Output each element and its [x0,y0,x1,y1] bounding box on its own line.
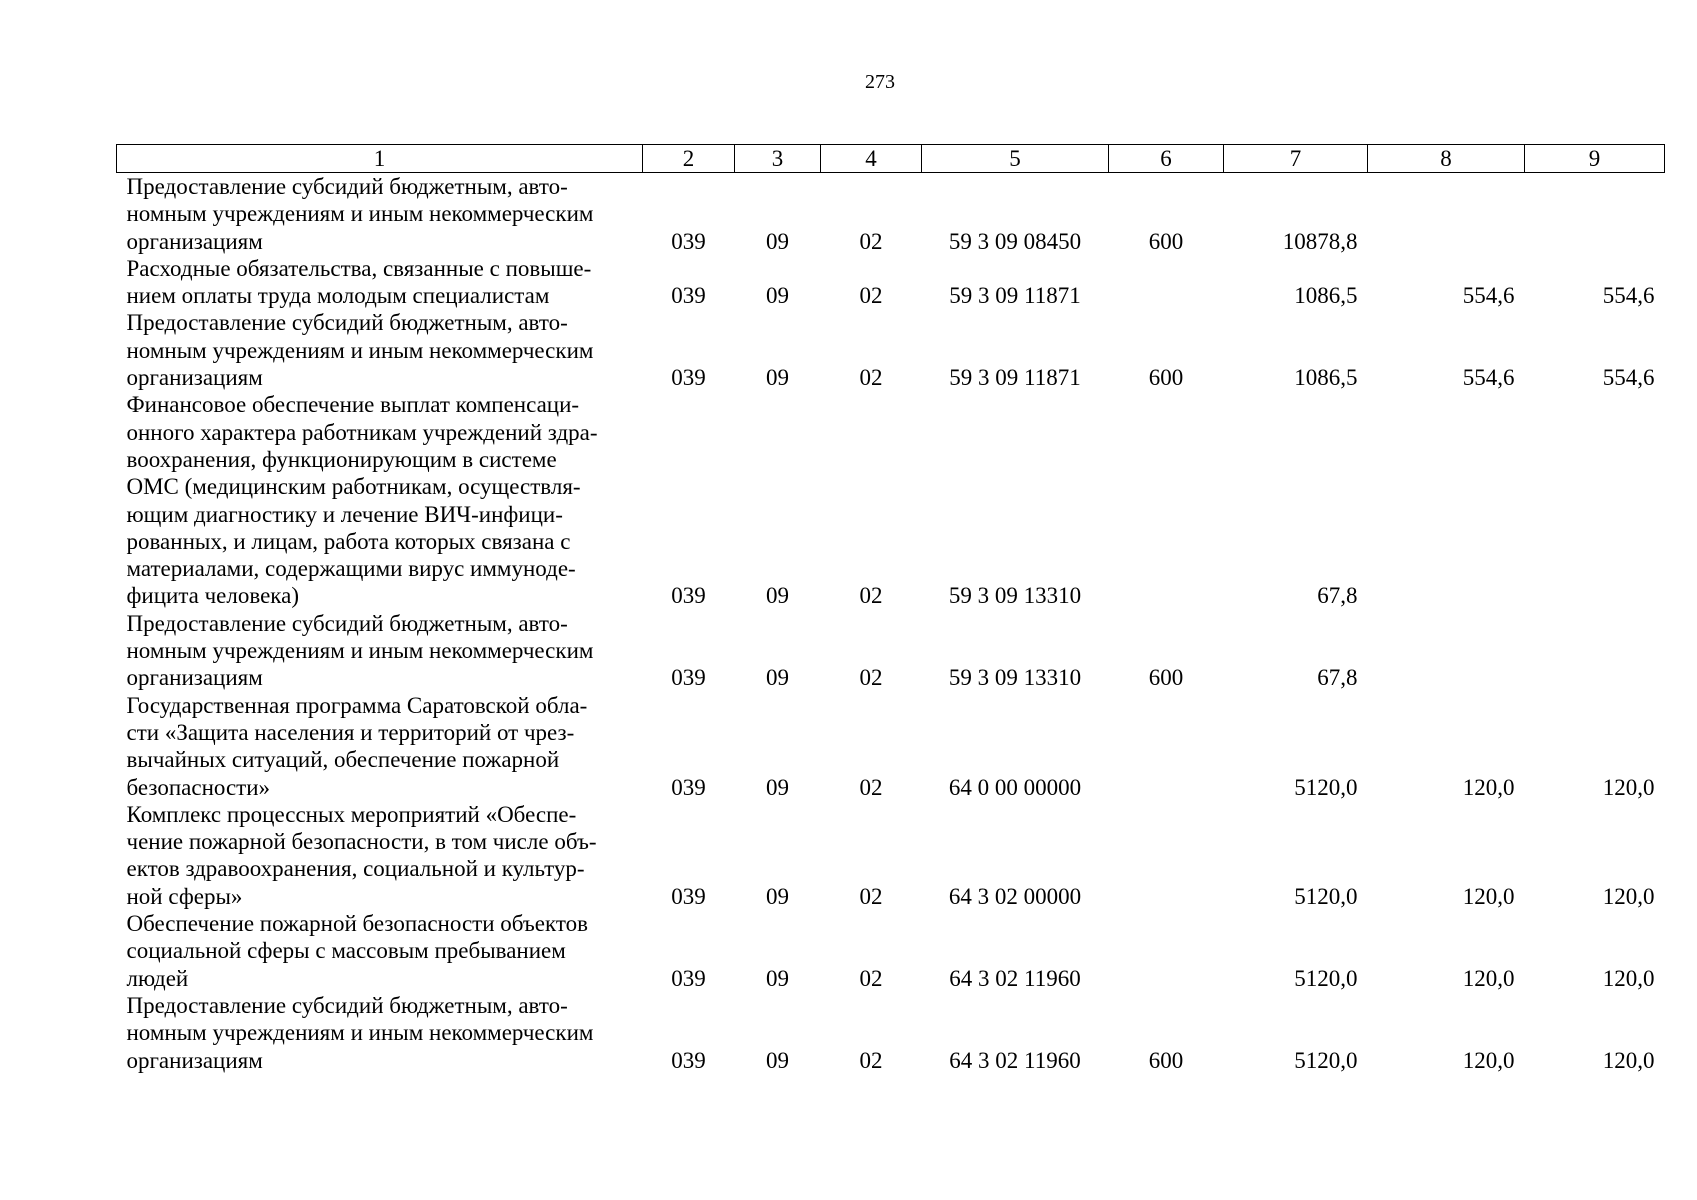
cell-description [117,910,643,992]
description-line: нием оплаты труда молодым специалистам [126,283,550,309]
description-line: Предоставление субсидий бюджетным, авто- [126,610,568,636]
description-line: организациям [126,1047,263,1073]
table-row [117,255,1665,310]
description-line: воохранения, функционирующим в системе [126,446,557,472]
cell-amount-2: 120,0 [1462,1047,1515,1073]
cell-subsection: 02 [859,665,883,691]
table-row [117,309,1665,391]
description-line: безопасности» [126,774,271,800]
cell-description [117,992,643,1074]
cell-amount-3: 120,0 [1602,883,1655,909]
cell-expense-type: 600 [1148,665,1184,691]
cell-subsection: 02 [859,283,883,309]
table-row [117,692,1665,801]
column-header-5: 5 [922,145,1109,173]
description-line: людей [126,965,189,991]
description-line: Финансовое обеспечение выплат компенсаци- [126,392,580,418]
cell-admin-code: 039 [671,883,706,909]
cell-amount-1: 5120,0 [1294,1047,1358,1073]
cell-subsection: 02 [859,583,883,609]
cell-description [117,610,643,692]
cell-section: 09 [766,965,789,991]
budget-table [116,144,1665,1074]
cell-amount-1: 10878,8 [1282,228,1358,254]
description-line: онного характера работникам учреждений здра- [126,419,598,445]
description-line: материалами, содержащими вирус иммуноде- [126,556,576,582]
cell-amount-3: 554,6 [1602,365,1655,391]
cell-target-article: 64 3 02 00000 [948,883,1082,909]
cell-description [117,801,643,910]
cell-admin-code: 039 [671,365,706,391]
cell-target-article: 59 3 09 13310 [948,665,1082,691]
cell-target-article: 59 3 09 13310 [948,583,1082,609]
description-line: Предоставление субсидий бюджетным, авто- [126,310,568,336]
column-header-9: 9 [1525,145,1665,173]
column-header-7: 7 [1224,145,1368,173]
cell-amount-2 [1368,610,1525,692]
cell-expense-type [1109,910,1224,992]
cell-amount-3 [1525,610,1665,692]
cell-target-article: 64 3 02 11960 [949,965,1081,991]
cell-amount-1: 5120,0 [1294,774,1358,800]
cell-amount-1: 5120,0 [1294,965,1358,991]
cell-target-article: 64 3 02 11960 [949,1047,1081,1073]
cell-description [117,255,643,310]
cell-section: 09 [766,583,789,609]
description-line: Комплекс процессных мероприятий «Обеспе- [126,801,577,827]
column-header-6: 6 [1109,145,1224,173]
cell-amount-3: 120,0 [1602,774,1655,800]
cell-amount-2: 554,6 [1462,283,1515,309]
cell-admin-code: 039 [671,583,706,609]
cell-amount-2 [1368,391,1525,609]
cell-amount-2 [1368,173,1525,255]
column-header-3: 3 [735,145,821,173]
cell-section: 09 [766,283,789,309]
cell-amount-2: 120,0 [1462,883,1515,909]
cell-expense-type [1109,692,1224,801]
description-line: номным учреждениям и иным некоммерческим [126,337,594,363]
cell-description [117,309,643,391]
cell-subsection: 02 [859,774,883,800]
cell-section: 09 [766,883,789,909]
description-line: ОМС (медицинским работникам, осуществля- [126,474,581,500]
description-line: Обеспечение пожарной безопасности объектов [126,911,588,937]
description-line: сти «Защита населения и территорий от чрез- [126,719,575,745]
cell-admin-code: 039 [671,1047,706,1073]
table-row [117,992,1665,1074]
cell-subsection: 02 [859,965,883,991]
description-line: рованных, и лицам, работа которых связана с [126,528,571,554]
table-row [117,801,1665,910]
cell-expense-type [1109,801,1224,910]
description-line: социальной сферы с массовым пребыванием [126,938,566,964]
description-line: номным учреждениям и иным некоммерческим [126,638,594,664]
description-line: чение пожарной безопасности, в том числе объ- [126,829,597,855]
cell-target-article: 59 3 09 08450 [948,228,1082,254]
cell-amount-1: 5120,0 [1294,883,1358,909]
cell-expense-type [1109,255,1224,310]
cell-section: 09 [766,365,789,391]
cell-description [117,391,643,609]
cell-expense-type: 600 [1148,1047,1184,1073]
description-line: организациям [126,228,263,254]
cell-section: 09 [766,665,789,691]
cell-subsection: 02 [859,365,883,391]
cell-amount-1: 67,8 [1317,665,1358,691]
cell-target-article: 59 3 09 11871 [949,365,1081,391]
table-row [117,173,1665,255]
cell-amount-2: 120,0 [1462,774,1515,800]
description-line: Предоставление субсидий бюджетным, авто- [126,174,568,199]
cell-admin-code: 039 [671,228,706,254]
cell-amount-1: 1086,5 [1294,365,1358,391]
description-line: Предоставление субсидий бюджетным, авто- [126,992,568,1018]
cell-amount-2: 554,6 [1462,365,1515,391]
cell-amount-1: 67,8 [1317,583,1358,609]
description-line: ной сферы» [126,883,243,909]
description-line: номным учреждениям и иным некоммерческим [126,201,594,227]
description-line: ектов здравоохранения, социальной и культур- [126,856,585,882]
column-header-2: 2 [643,145,735,173]
cell-admin-code: 039 [671,774,706,800]
cell-amount-3 [1525,173,1665,255]
column-header-1: 1 [117,145,643,173]
cell-amount-3: 120,0 [1602,1047,1655,1073]
cell-description [117,692,643,801]
cell-section: 09 [766,228,789,254]
cell-subsection: 02 [859,883,883,909]
cell-amount-3: 554,6 [1602,283,1655,309]
description-line: вычайных ситуаций, обеспечение пожарной [126,747,560,773]
cell-expense-type: 600 [1148,365,1184,391]
cell-amount-3 [1525,391,1665,609]
cell-amount-3: 120,0 [1602,965,1655,991]
cell-expense-type: 600 [1148,228,1184,254]
table-row [117,391,1665,609]
table-row [117,910,1665,992]
cell-admin-code: 039 [671,665,706,691]
column-header-8: 8 [1368,145,1525,173]
page-number: 273 [865,71,895,93]
cell-admin-code: 039 [671,965,706,991]
description-line: Государственная программа Саратовской обла- [126,692,588,718]
description-line: организациям [126,665,263,691]
cell-amount-1: 1086,5 [1294,283,1358,309]
cell-description [117,173,643,255]
table-body [117,173,1665,1074]
table-row [117,610,1665,692]
cell-section: 09 [766,774,789,800]
description-line: номным учреждениям и иным некоммерческим [126,1020,594,1046]
description-line: организациям [126,365,263,391]
cell-expense-type [1109,391,1224,609]
description-line: Расходные обязательства, связанные с повыше- [126,255,592,281]
cell-subsection: 02 [859,228,883,254]
cell-target-article: 59 3 09 11871 [949,283,1081,309]
cell-section: 09 [766,1047,789,1073]
cell-subsection: 02 [859,1047,883,1073]
header-row [117,145,1665,173]
description-line: ющим диагностику и лечение ВИЧ-инфици- [126,501,563,527]
cell-admin-code: 039 [671,283,706,309]
cell-amount-2: 120,0 [1462,965,1515,991]
description-line: фицита человека) [126,583,299,609]
cell-target-article: 64 0 00 00000 [948,774,1082,800]
column-header-4: 4 [821,145,922,173]
